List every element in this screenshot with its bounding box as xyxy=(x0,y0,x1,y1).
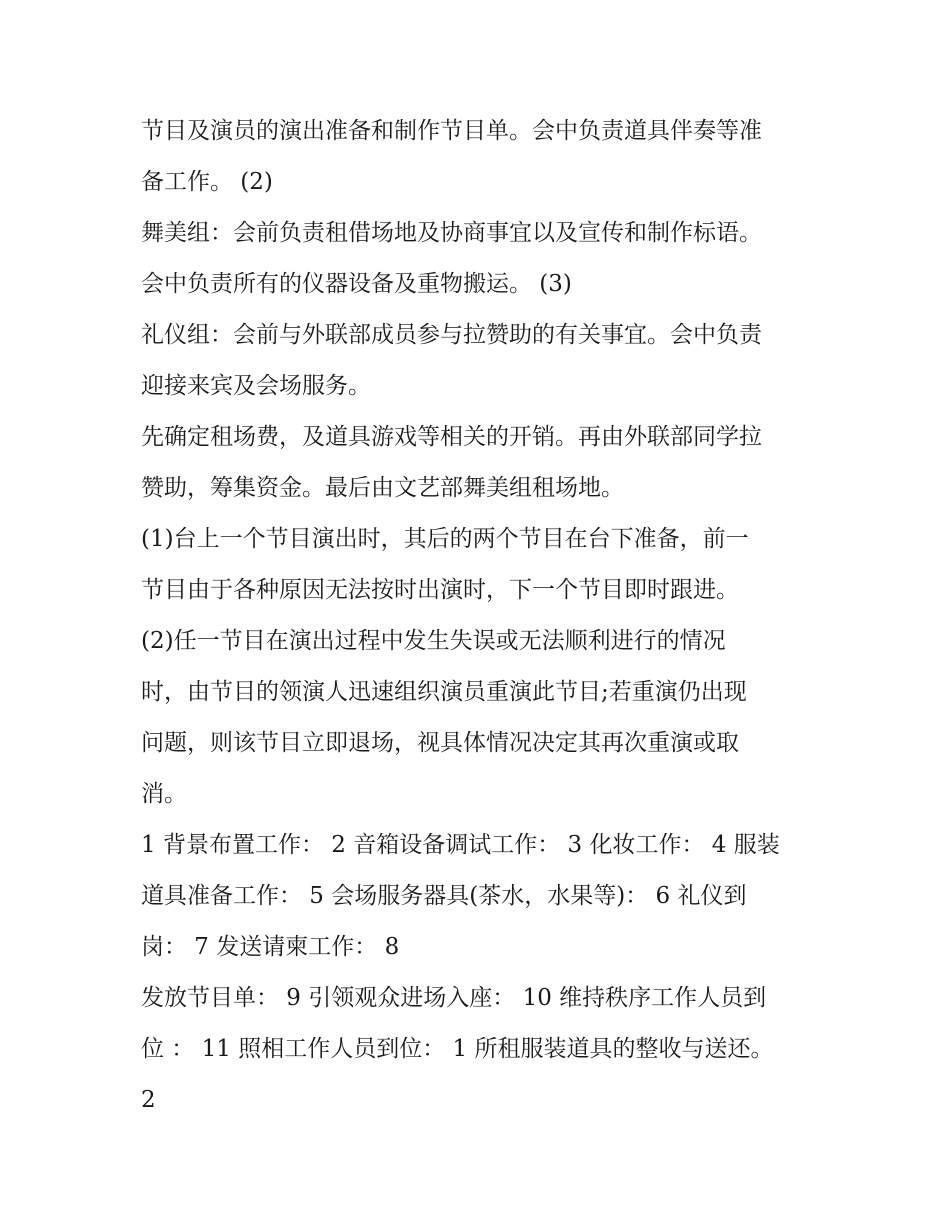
body-text xyxy=(141,106,831,1126)
text-line: 会中负责所有的仪器设备及重物搬运。 (3) xyxy=(141,271,572,297)
text-line: 节目及演员的演出准备和制作节目单。会中负责道具伴奏等准 xyxy=(141,118,762,144)
text-line: 节目由于各种原因无法按时出演时，下一个节目即时跟进。 xyxy=(141,577,739,603)
text-line: 赞助，筹集资金。最后由文艺部舞美组租场地。 xyxy=(141,475,624,501)
text-line: 岗： 7 发送请柬工作： 8 xyxy=(141,934,400,960)
text-line: 问题，则该节目立即退场，视具体情况决定其再次重演或取 xyxy=(141,730,739,756)
text-line: (2)任一节目在演出过程中发生失误或无法顺利进行的情况 xyxy=(141,628,726,654)
text-line: 2 xyxy=(141,1087,156,1113)
text-line: 备工作。 (2) xyxy=(141,169,273,195)
text-line: 礼仪组：会前与外联部成员参与拉赞助的有关事宜。会中负责 xyxy=(141,322,762,348)
text-line: 舞美组：会前负责租借场地及协商事宜以及宣传和制作标语。 xyxy=(141,220,762,246)
text-line: (1)台上一个节目演出时，其后的两个节目在台下准备，前一 xyxy=(141,526,749,552)
text-line: 消。 xyxy=(141,781,187,807)
text-line: 1 背景布置工作： 2 音箱设备调试工作： 3 化妆工作： 4 服装 xyxy=(141,832,780,858)
text-line: 时，由节目的领演人迅速组织演员重演此节目;若重演仍出现 xyxy=(141,679,747,705)
text-line: 道具准备工作： 5 会场服务器具(茶水，水果等)： 6 礼仪到 xyxy=(141,883,747,909)
text-line: 先确定租场费，及道具游戏等相关的开销。再由外联部同学拉 xyxy=(141,424,762,450)
text-line: 迎接来宾及会场服务。 xyxy=(141,373,371,399)
text-line: 发放节目单： 9 引领观众进场入座： 10 维持秩序工作人员到 xyxy=(141,985,767,1011)
text-line: 位 ： 11 照相工作人员到位： 1 所租服装道具的整收与送还。 xyxy=(141,1036,774,1062)
